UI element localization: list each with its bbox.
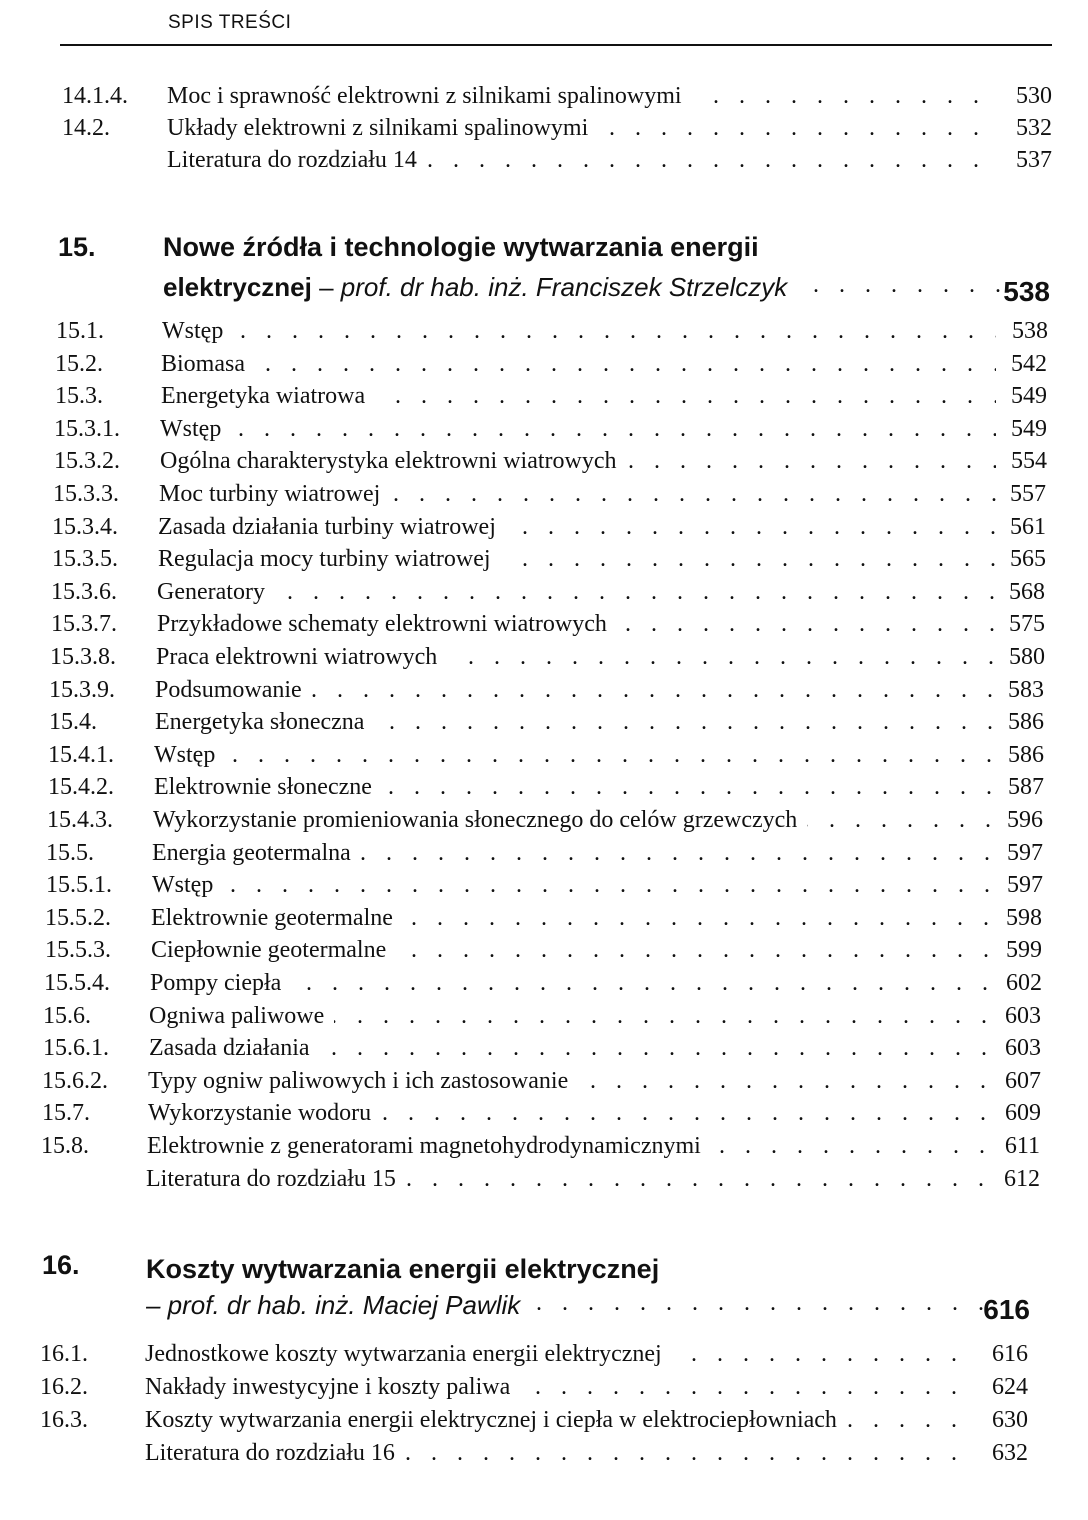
- entry-title: [148, 1065, 996, 1097]
- entry-page: 538: [1012, 318, 1048, 344]
- entry-title-text: Wstęp: [162, 318, 233, 344]
- entry-page: 575: [1009, 611, 1045, 638]
- chapter-title-line2: [146, 1290, 1008, 1321]
- toc-entry: [0, 576, 1088, 608]
- entry-title: [147, 1130, 996, 1162]
- entry-title-text: Praca elektrowni wiatrowych: [156, 644, 447, 670]
- entry-title-text: Regulacja mocy turbiny wiatrowej: [158, 546, 501, 572]
- running-head: SPIS TREŚCI: [168, 12, 292, 33]
- entry-title: [149, 1000, 996, 1032]
- entry-title-text: Wstęp: [154, 742, 225, 768]
- chapter-page: 616: [983, 1294, 1030, 1325]
- entry-number: 16.2.: [40, 1374, 88, 1400]
- entry-page: 583: [1008, 676, 1044, 703]
- toc-entry: [0, 445, 1088, 477]
- toc-entry: [0, 804, 1088, 836]
- entry-title: [159, 478, 996, 510]
- entry-title-text: Jednostkowe koszty wytwarzania energii elektrycznej: [145, 1341, 672, 1367]
- entry-number: 15.4.1.: [48, 741, 114, 768]
- entry-title-text: Zasada działania: [149, 1035, 320, 1061]
- entry-title: [148, 1097, 996, 1129]
- chapter-page: 538: [1003, 276, 1050, 307]
- entry-number: 16.3.: [40, 1407, 88, 1433]
- entry-title: [153, 804, 996, 836]
- entry-number: 15.2.: [55, 350, 103, 377]
- toc-entry: [0, 1371, 1088, 1403]
- entry-title-text: Moc turbiny wiatrowej: [159, 481, 390, 507]
- toc-entry: [0, 902, 1088, 934]
- entry-page: 587: [1008, 774, 1044, 801]
- entry-number: 15.5.3.: [45, 937, 111, 964]
- toc-entry: [0, 348, 1088, 380]
- entry-page: 586: [1008, 741, 1044, 768]
- entry-number: 15.4.: [49, 709, 97, 736]
- entry-number: 15.3.3.: [53, 481, 119, 507]
- entry-title: [149, 1032, 996, 1064]
- entry-title: [157, 576, 996, 608]
- entry-title: [162, 315, 996, 347]
- chapter-number: 16.: [42, 1250, 80, 1280]
- entry-title: [158, 511, 996, 543]
- toc-entry: [0, 1130, 1088, 1162]
- entry-number: 15.3.7.: [51, 611, 117, 638]
- entry-page: 599: [1006, 937, 1042, 964]
- entry-title-text: Wstęp: [152, 872, 223, 898]
- entry-title-text: Koszty wytwarzania energii elektrycznej i ciepła w elektrociepłowniach: [145, 1407, 847, 1433]
- toc-entry: [0, 739, 1088, 771]
- entry-number: 15.1.: [56, 318, 104, 344]
- chapter-author: – prof. dr hab. inż. Maciej Pawlik: [146, 1290, 530, 1320]
- entry-title: [145, 1437, 976, 1469]
- chapter-title-bold: elektrycznej: [163, 272, 312, 302]
- toc-entry: [0, 641, 1088, 673]
- entry-number: 15.3.8.: [50, 644, 116, 670]
- entry-title-text: Ogniwa paliwowe: [149, 1003, 334, 1029]
- entry-page: 624: [992, 1374, 1028, 1400]
- entry-number: 15.5.4.: [44, 970, 110, 996]
- entry-title: [146, 1163, 996, 1195]
- entry-page: 580: [1009, 644, 1045, 670]
- entry-page: 549: [1011, 383, 1047, 410]
- toc-entry: [0, 1032, 1088, 1064]
- entry-number: 15.5.1.: [46, 872, 112, 899]
- entry-title-text: Elektrownie z generatorami magnetohydrodynamicznymi: [147, 1133, 711, 1159]
- entry-page: 630: [992, 1407, 1028, 1433]
- entry-number: 15.6.: [43, 1002, 91, 1029]
- entry-title: [145, 1338, 976, 1370]
- toc-entry: [0, 674, 1088, 706]
- toc-entry: [0, 380, 1088, 412]
- entry-title: [167, 144, 1000, 176]
- entry-title: [157, 608, 996, 640]
- toc-entry: [0, 144, 1088, 176]
- toc-entry: [0, 80, 1088, 112]
- entry-title-text: Wstęp: [160, 416, 231, 442]
- entry-number: 15.3.6.: [51, 578, 117, 605]
- entry-title: [154, 771, 996, 803]
- entry-title: [151, 934, 996, 966]
- toc-entry: [0, 1163, 1088, 1195]
- entry-page: 598: [1006, 904, 1042, 931]
- entry-number: 15.8.: [41, 1133, 89, 1159]
- toc-entry: [0, 112, 1088, 144]
- entry-number: 15.4.3.: [47, 807, 113, 833]
- entry-title: [160, 413, 996, 445]
- toc-entry: [0, 1065, 1088, 1097]
- entry-page: 532: [1016, 115, 1052, 141]
- entry-page: 554: [1011, 448, 1047, 475]
- entry-title: [154, 739, 996, 771]
- toc-entry: [0, 869, 1088, 901]
- entry-title-text: Elektrownie geotermalne: [151, 905, 403, 931]
- toc-entry: [0, 1437, 1088, 1469]
- entry-title-text: Wykorzystanie wodoru: [148, 1100, 381, 1126]
- toc-entry: [0, 1000, 1088, 1032]
- entry-title: [167, 80, 1000, 112]
- entry-number: 15.6.2.: [42, 1067, 108, 1094]
- entry-page: 568: [1009, 578, 1045, 605]
- entry-title-text: Energetyka wiatrowa: [161, 383, 375, 409]
- entry-title: [161, 380, 996, 412]
- entry-title: [155, 674, 996, 706]
- entry-number: 15.6.1.: [43, 1035, 109, 1062]
- toc-entry: [0, 934, 1088, 966]
- toc-entry: [0, 837, 1088, 869]
- toc-entry: [0, 1404, 1088, 1436]
- entry-title-text: Nakłady inwestycyjne i koszty paliwa: [145, 1374, 520, 1400]
- toc-entry: [0, 478, 1088, 510]
- entry-page: 596: [1007, 807, 1043, 833]
- entry-page: 542: [1011, 350, 1047, 377]
- toc-entry: [0, 1338, 1088, 1370]
- entry-number: 15.7.: [42, 1100, 90, 1127]
- entry-title: [152, 869, 996, 901]
- entry-title-text: Podsumowanie: [155, 677, 312, 703]
- toc-entry: [0, 706, 1088, 738]
- toc-entry: [0, 511, 1088, 543]
- toc-entry: [0, 608, 1088, 640]
- entry-page: 597: [1007, 839, 1043, 866]
- chapter-number: 15.: [58, 232, 96, 262]
- chapter-dash: –: [311, 272, 341, 302]
- entry-page: 561: [1010, 513, 1046, 540]
- entry-number: 15.3.5.: [52, 546, 118, 573]
- entry-page: 586: [1008, 709, 1044, 736]
- entry-title: [156, 641, 996, 673]
- entry-page: 597: [1007, 872, 1043, 899]
- entry-number: 15.5.2.: [45, 904, 111, 931]
- entry-title: [145, 1371, 976, 1403]
- entry-title-text: Wykorzystanie promieniowania słonecznego do celów grzewczych: [153, 807, 807, 833]
- entry-number: 15.5.: [46, 839, 94, 866]
- entry-page: 530: [1016, 83, 1052, 109]
- entry-number: 15.3.: [55, 383, 103, 410]
- entry-title: [161, 348, 996, 380]
- chapter-title-line2: [163, 272, 1008, 303]
- entry-title-text: Elektrownie słoneczne: [154, 774, 382, 800]
- entry-number: 14.2.: [62, 115, 110, 141]
- entry-page: 603: [1005, 1035, 1041, 1062]
- entry-page: 632: [992, 1440, 1028, 1466]
- toc-entry: [0, 771, 1088, 803]
- entry-title-text: Ciepłownie geotermalne: [151, 937, 396, 963]
- entry-number: 15.3.1.: [54, 415, 120, 442]
- toc-entry: [0, 1097, 1088, 1129]
- chapter-title-line1: Nowe źródła i technologie wytwarzania energii: [163, 232, 759, 262]
- toc-entry: [0, 967, 1088, 999]
- entry-number: 15.3.4.: [52, 513, 118, 540]
- entry-title-text: Przykładowe schematy elektrowni wiatrowych: [157, 611, 617, 637]
- toc-entry: [0, 543, 1088, 575]
- entry-page: 603: [1005, 1002, 1041, 1029]
- entry-number: 15.3.9.: [49, 676, 115, 703]
- entry-title-text: Typy ogniw paliwowych i ich zastosowanie: [148, 1068, 578, 1094]
- entry-title-text: Zasada działania turbiny wiatrowej: [158, 514, 506, 540]
- entry-title-text: Energetyka słoneczna: [155, 709, 374, 735]
- entry-title: [152, 837, 996, 869]
- entry-title-text: Ogólna charakterystyka elektrowni wiatrowych: [160, 448, 627, 474]
- entry-title-text: Generatory: [157, 579, 275, 605]
- entry-title: [151, 902, 996, 934]
- entry-title-text: Literatura do rozdziału 15: [146, 1166, 406, 1192]
- entry-number: 15.4.2.: [48, 774, 114, 801]
- entry-title-text: Układy elektrowni z silnikami spalinowymi: [167, 115, 598, 141]
- entry-title-text: Energia geotermalna: [152, 840, 361, 866]
- chapter-title-line1: Koszty wytwarzania energii elektrycznej: [146, 1254, 660, 1284]
- entry-title: [160, 445, 996, 477]
- entry-title-text: Biomasa: [161, 351, 255, 377]
- entry-page: 549: [1011, 415, 1047, 442]
- entry-page: 607: [1005, 1067, 1041, 1094]
- entry-number: 15.3.2.: [54, 448, 120, 475]
- entry-title-text: Literatura do rozdziału 16: [145, 1440, 405, 1466]
- entry-page: 611: [1004, 1133, 1040, 1159]
- entry-number: 14.1.4.: [62, 83, 128, 109]
- entry-title: [145, 1404, 976, 1436]
- entry-page: 612: [1004, 1165, 1040, 1192]
- entry-title-text: Literatura do rozdziału 14: [167, 147, 427, 173]
- entry-title-text: Moc i sprawność elektrowni z silnikami spalinowymi: [167, 83, 692, 109]
- entry-page: 602: [1006, 970, 1042, 996]
- entry-page: 616: [992, 1341, 1028, 1367]
- entry-title: [150, 967, 996, 999]
- entry-page: 557: [1010, 481, 1046, 507]
- chapter-author: prof. dr hab. inż. Franciszek Strzelczyk: [340, 272, 788, 302]
- toc-entry: [0, 315, 1088, 347]
- entry-title: [155, 706, 996, 738]
- entry-page: 565: [1010, 546, 1046, 573]
- entry-page: 537: [1016, 147, 1052, 173]
- entry-page: 609: [1005, 1100, 1041, 1127]
- entry-number: 16.1.: [40, 1341, 88, 1367]
- entry-title-text: Pompy ciepła: [150, 970, 291, 996]
- entry-title: [158, 543, 996, 575]
- entry-title: [167, 112, 1000, 144]
- toc-entry: [0, 413, 1088, 445]
- header-rule: [60, 44, 1052, 46]
